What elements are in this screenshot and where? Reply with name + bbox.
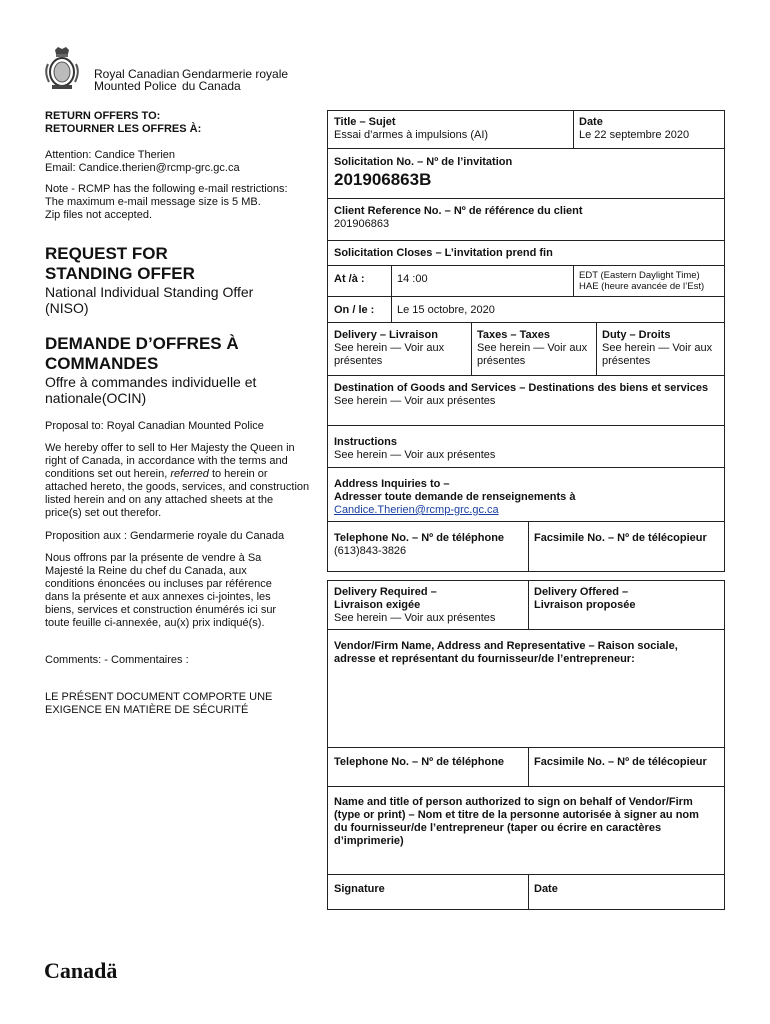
attention: Attention: Candice Therien (45, 149, 176, 161)
dept-fr-line2: du Canada (182, 79, 241, 93)
offer-en-part-a: We hereby offer to sell to Her Majesty the Queen in right of Canada, in accordance with the terms and conditions set out herein, (45, 442, 295, 480)
title-cell (328, 113, 573, 145)
canada-wordmark-logo: Canadä (44, 958, 118, 983)
title-label: Title – Sujet (334, 116, 396, 128)
delivery-offered-cell[interactable] (528, 583, 724, 615)
fax-cell (528, 529, 724, 548)
vendor-fax-field[interactable] (528, 753, 724, 785)
phone-label: Telephone No. – Nº de téléphone (334, 532, 505, 544)
inquiries-label-2: Adresser toute demande de renseignements à (334, 491, 576, 503)
on-label-cell (328, 301, 391, 320)
duty-label: Duty – Droits (602, 329, 671, 341)
solicitation-label: Solicitation No. – Nº de l’invitation (334, 156, 513, 168)
delivery-required-cell (328, 583, 528, 628)
on-label: On / le : (334, 304, 375, 316)
destination-cell (328, 379, 724, 411)
destination-value: See herein — Voir aux présentes (334, 395, 496, 407)
solicitation-form-box (327, 110, 725, 572)
date-cell (573, 113, 724, 145)
instructions-label: Instructions (334, 436, 397, 448)
fax-label: Facsimile No. – Nº de télécopieur (534, 532, 707, 544)
delivery-label: Delivery – Livraison (334, 329, 438, 341)
note-line-3: Zip files not accepted. (45, 209, 153, 221)
inquiries-label-1: Address Inquiries to – (334, 478, 450, 490)
vendor-info-field[interactable] (328, 637, 724, 745)
closes-label: Solicitation Closes – L’invitation prend fin (334, 247, 553, 259)
dept-en-line2: Mounted Police (94, 79, 177, 93)
department-name-fr (182, 68, 288, 92)
taxes-cell (471, 326, 596, 371)
at-value: 14 :00 (397, 273, 428, 285)
client-ref-label: Client Reference No. – Nº de référence du client (334, 205, 583, 217)
security-line-2: EXIGENCE EN MATIÈRE DE SÉCURITÉ (45, 704, 249, 716)
authorized-person-field[interactable] (328, 793, 724, 873)
vendor-label: Vendor/Firm Name, Address and Representative – Raison sociale, adresse et représentant du fournisseur/de l’entrepreneur: (334, 640, 678, 665)
vendor-form-box (327, 580, 725, 910)
delivery-required-value: See herein — Voir aux présentes (334, 612, 496, 624)
comments-label: Comments: - Commentaires : (45, 654, 189, 666)
on-value-cell (391, 301, 724, 320)
dept-fr-line1: Gendarmerie royale (182, 67, 289, 81)
duty-value: See herein — Voir aux présentes (602, 342, 713, 367)
inquiries-email-link[interactable]: Candice.Therien@rcmp-grc.gc.ca (334, 504, 499, 516)
vendor-phone-label: Telephone No. – Nº de téléphone (334, 756, 505, 768)
security-line-1: LE PRÉSENT DOCUMENT COMPORTE UNE (45, 691, 273, 703)
solicitation-number: 201906863B (334, 170, 432, 189)
title-fr-line-1: DEMANDE D’OFFRES À (45, 334, 239, 353)
at-label: At /à : (334, 273, 365, 285)
offer-en-italic: referred (170, 468, 209, 480)
at-label-cell (328, 270, 391, 289)
offer-en-part-b: to herein or attached hereto, the goods, services, and construction listed herein and on any attached sheets at the price(s) set out therefor. (45, 468, 310, 519)
dept-en-line1: Royal Canadian (94, 67, 180, 81)
vendor-phone-field[interactable] (328, 753, 528, 785)
signature-label: Signature (334, 883, 385, 895)
delivery-required-label-2: Livraison exigée (334, 599, 421, 611)
subtitle-en: National Individual Standing Offer (NISO) (45, 284, 254, 316)
taxes-value: See herein — Voir aux présentes (477, 342, 588, 367)
return-to-fr: RETOURNER LES OFFRES À: (45, 123, 202, 135)
date-label: Date (579, 116, 603, 128)
proposal-to-fr: Proposition aux : Gendarmerie royale du Canada (45, 530, 285, 542)
note-line-2: The maximum e-mail message size is 5 MB. (45, 196, 261, 208)
closes-cell (328, 244, 724, 263)
solicitation-cell (328, 153, 724, 194)
instructions-cell (328, 433, 724, 465)
title-value: Essai d’armes à impulsions (AI) (334, 129, 489, 141)
delivery-offered-label-1: Delivery Offered – (534, 586, 629, 598)
title-en-line-1: REQUEST FOR (45, 244, 168, 263)
delivery-required-label-1: Delivery Required – (334, 586, 437, 598)
timezone-cell (573, 268, 724, 295)
taxes-label: Taxes – Taxes (477, 329, 550, 341)
contact-email: Email: Candice.therien@rcmp-grc.gc.ca (45, 162, 240, 174)
on-value: Le 15 octobre, 2020 (397, 304, 495, 316)
timezone-en: EDT (Eastern Daylight Time) (579, 270, 700, 281)
signature-field[interactable] (328, 880, 528, 910)
signature-date-label: Date (534, 883, 558, 895)
offer-text-fr: Nous offrons par la présente de vendre à Sa Majesté la Reine du chef du Canada, aux conditions énoncées ou incluses par référence dans la présente et aux annexes ci-jointes, les biens, services et construction énumérés ici sur toute feuille ci-annexée, au(x) prix indiqué(s). (45, 552, 277, 629)
subtitle-fr: Offre à commandes individuelle et nationale(OCIN) (45, 374, 257, 406)
destination-label: Destination of Goods and Services – Destinations des biens et services (334, 382, 709, 394)
timezone-fr: HAE (heure avancée de l’Est) (579, 281, 705, 292)
signature-date-field[interactable] (528, 880, 724, 910)
left-column (45, 110, 310, 717)
title-en-line-2: STANDING OFFER (45, 264, 195, 283)
delivery-offered-label-2: Livraison proposée (534, 599, 636, 611)
authorized-label: Name and title of person authorized to sign on behalf of Vendor/Firm (type or print) – Nom et titre de la personne autorisée à signer au nom du fournisseur/de l’entrepreneur (taper ou écrire en caractères d’imprimerie) (334, 796, 699, 847)
instructions-value: See herein — Voir aux présentes (334, 449, 496, 461)
client-ref-cell (328, 202, 724, 234)
title-fr-line-2: COMMANDES (45, 354, 159, 373)
delivery-value: See herein — Voir aux présentes (334, 342, 445, 367)
inquiries-cell (328, 475, 724, 520)
duty-cell (596, 326, 724, 371)
proposal-to-en: Proposal to: Royal Canadian Mounted Police (45, 420, 264, 432)
rcmp-crest-logo (44, 46, 80, 92)
at-value-cell (391, 270, 573, 289)
offer-text-en (45, 442, 310, 520)
return-to-en: RETURN OFFERS TO: (45, 110, 161, 122)
department-name-en (94, 68, 179, 92)
phone-cell (328, 529, 528, 561)
client-ref-value: 201906863 (334, 218, 390, 230)
date-value: Le 22 septembre 2020 (579, 129, 690, 141)
note-line-1: Note - RCMP has the following e-mail restrictions: (45, 183, 288, 195)
phone-value: (613)843-3826 (334, 545, 407, 557)
delivery-cell (328, 326, 471, 371)
vendor-fax-label: Facsimile No. – Nº de télécopieur (534, 756, 707, 768)
